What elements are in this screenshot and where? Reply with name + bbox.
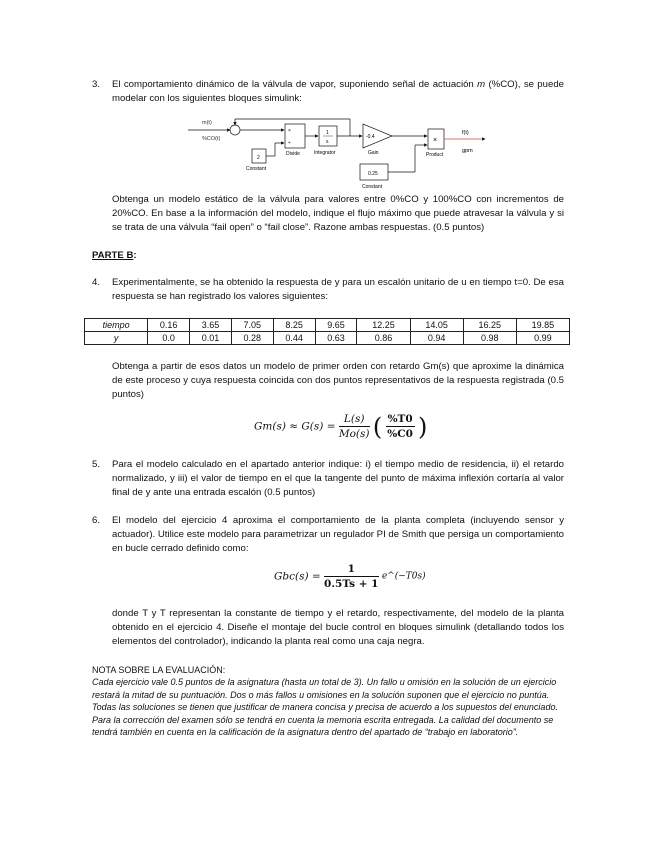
note-paragraph-1: Cada ejercicio vale 0.5 puntos de la asignatura (hasta un total de 3). Un fallo u omisión en la solución de un ejercicio restará la mitad de su puntuación. Dos o más fallos u omisiones en la solución suponen que el ejercicio no puntúa. <box>92 677 557 700</box>
table-cell: 16.25 <box>463 319 516 332</box>
q4-number: 4. <box>92 277 101 288</box>
svg-text:×: × <box>433 137 438 144</box>
svg-text:×: × <box>288 128 291 134</box>
q6-number: 6. <box>92 515 101 526</box>
table-cell: 0.0 <box>148 332 190 345</box>
table-row-label: y <box>85 332 148 345</box>
table-cell: 8.25 <box>273 319 315 332</box>
sum-block <box>230 125 240 135</box>
simulink-diagram <box>180 116 490 194</box>
table-cell: 0.44 <box>273 332 315 345</box>
table-cell: 0.28 <box>231 332 273 345</box>
note-paragraph-2: Todas las soluciones se tienen que justificar de manera concisa y precisa de acuerdo a los supuestos del enunciado. Para la corrección del examen sólo se tendrá en cuenta la memoria escrita entregada. La calidad del documento se tendrá también en cuenta en la calificación de la asignatura dentro del apartado de “trabajo en laboratorio”. <box>92 702 558 738</box>
svg-text:÷: ÷ <box>288 140 291 146</box>
gain-value: -0.4 <box>366 134 375 140</box>
q6-equation <box>274 562 426 591</box>
q5-text: Para el modelo calculado en el apartado anterior indique: i) el tiempo medio de residencia, ii) el retardo normalizado, y iii) el valor de tiempo en el que la tangente del punto de máxima inflexión cortaría al valor final de y ante una entrada escalón (0.5 puntos) <box>112 459 564 498</box>
q3-var-m: m <box>477 79 486 90</box>
constant2-value: 0.25 <box>368 171 378 177</box>
q3-para2: Obtenga un modelo estático de la válvula para valores entre 0%CO y 100%CO con incrementos de 20%CO. En base a la información del modelo, indique el flujo máximo que puede atravesar la válvula y si se trata de una válvula “fail open” o “fail close”. Razone ambas respuestas. (0.5 puntos) <box>112 194 564 233</box>
table-row-label: tiempo <box>85 319 148 332</box>
svg-text:1: 1 <box>326 130 329 136</box>
q4-eq-unit-den: %C0 <box>387 428 413 440</box>
table-cell: 3.65 <box>190 319 232 332</box>
q4-text: Experimentalmente, se ha obtenido la respuesta de y para un escalón unitario de u en tiempo t=0. De esa respuesta se han registrado los valores siguientes: <box>112 277 564 302</box>
q3-text <box>112 78 564 106</box>
q3-text-b: (%CO), se puede modelar con los siguientes bloques simulink: <box>112 79 564 104</box>
table-cell: 12.25 <box>357 319 410 332</box>
q3-text-a: El comportamiento dinámico de la válvula de vapor, suponiendo señal de actuación <box>112 79 478 90</box>
q6-para2: donde T y T representan la constante de tiempo y el retardo, respectivamente, del modelo de la planta obtenido en el ejercicio 4. Diseñe el montaje del bucle control en bloques simulink (detallando todos los elementos del controlador), indicando la planta real como una caja negra. <box>112 608 564 647</box>
q6-eq-num: 1 <box>324 562 378 577</box>
q4-eq-lhs: Gm(s) ≈ G(s) = <box>254 420 339 433</box>
q3-number: 3. <box>92 79 101 90</box>
q4-eq-fraction <box>339 412 370 441</box>
q4-eq-num: L(s) <box>339 412 370 427</box>
table-cell: 14.05 <box>410 319 463 332</box>
diagram-out2: gpm <box>462 148 473 154</box>
table-cell: 9.65 <box>315 319 357 332</box>
q6-eq-lhs: Gbc(s) = <box>274 570 325 583</box>
table-cell: 0.98 <box>463 332 516 345</box>
table-cell: 0.99 <box>516 332 569 345</box>
gain-label: Gain <box>368 150 379 156</box>
table-cell: 0.94 <box>410 332 463 345</box>
data-table <box>84 318 570 345</box>
diagram-in2: %CO(t) <box>202 136 221 142</box>
table-cell: 7.05 <box>231 319 273 332</box>
table-cell: 0.01 <box>190 332 232 345</box>
parte-b-heading: PARTE B: <box>92 250 137 261</box>
diagram-in1: m(t) <box>202 120 212 126</box>
table-cell: 0.16 <box>148 319 190 332</box>
q6-eq-fraction <box>324 562 378 591</box>
q4-eq-unit-num: %T0 <box>387 413 413 425</box>
evaluation-note <box>92 664 562 738</box>
constant1-label: Constant <box>246 166 267 172</box>
table-cell: 0.63 <box>315 332 357 345</box>
q5-number: 5. <box>92 459 101 470</box>
svg-text:s: s <box>326 139 329 145</box>
q4-eq-den: Mo(s) <box>338 428 370 440</box>
q4-equation: Gm(s) ≈ G(s) = $\frac{L(s)}{Mo(s)}$ ( $\frac{\%T0}{\%C0}$ ) <box>254 412 428 441</box>
constant1-value: 2 <box>257 155 260 161</box>
constant2-label: Constant <box>362 184 383 190</box>
parte-b-label: PARTE B <box>92 250 134 261</box>
diagram-out1: f(t) <box>462 130 469 136</box>
product-label: Product <box>426 152 444 158</box>
table-cell: 0.86 <box>357 332 410 345</box>
q4-para2: Obtenga a partir de esos datos un modelo de primer orden con retardo Gm(s) que aproxime la dinámica de este proceso y cuya respuesta coincida con dos puntos representativos de la respuesta registrada (0.5 puntos) <box>112 361 564 400</box>
table-cell: 19.85 <box>516 319 569 332</box>
table-row-tiempo <box>85 319 570 332</box>
q4-eq-units <box>386 412 415 441</box>
integrator-label: Integrator <box>314 150 336 156</box>
divide-label: Divide <box>286 151 300 157</box>
q6-eq-den: 0.5Ts + 1 <box>324 578 379 590</box>
note-title: NOTA SOBRE LA EVALUACIÓN: <box>92 665 226 675</box>
q6-text: El modelo del ejercicio 4 aproxima el comportamiento de la planta completa (incluyendo sensor y actuador). Utilice este modelo para parametrizar un regulador PI de Smith que persiga un comportamiento en bucle cerrado definido como: <box>112 515 564 554</box>
table-row-y <box>85 332 570 345</box>
q6-eq-exp: e^(−T0s) <box>381 571 426 582</box>
